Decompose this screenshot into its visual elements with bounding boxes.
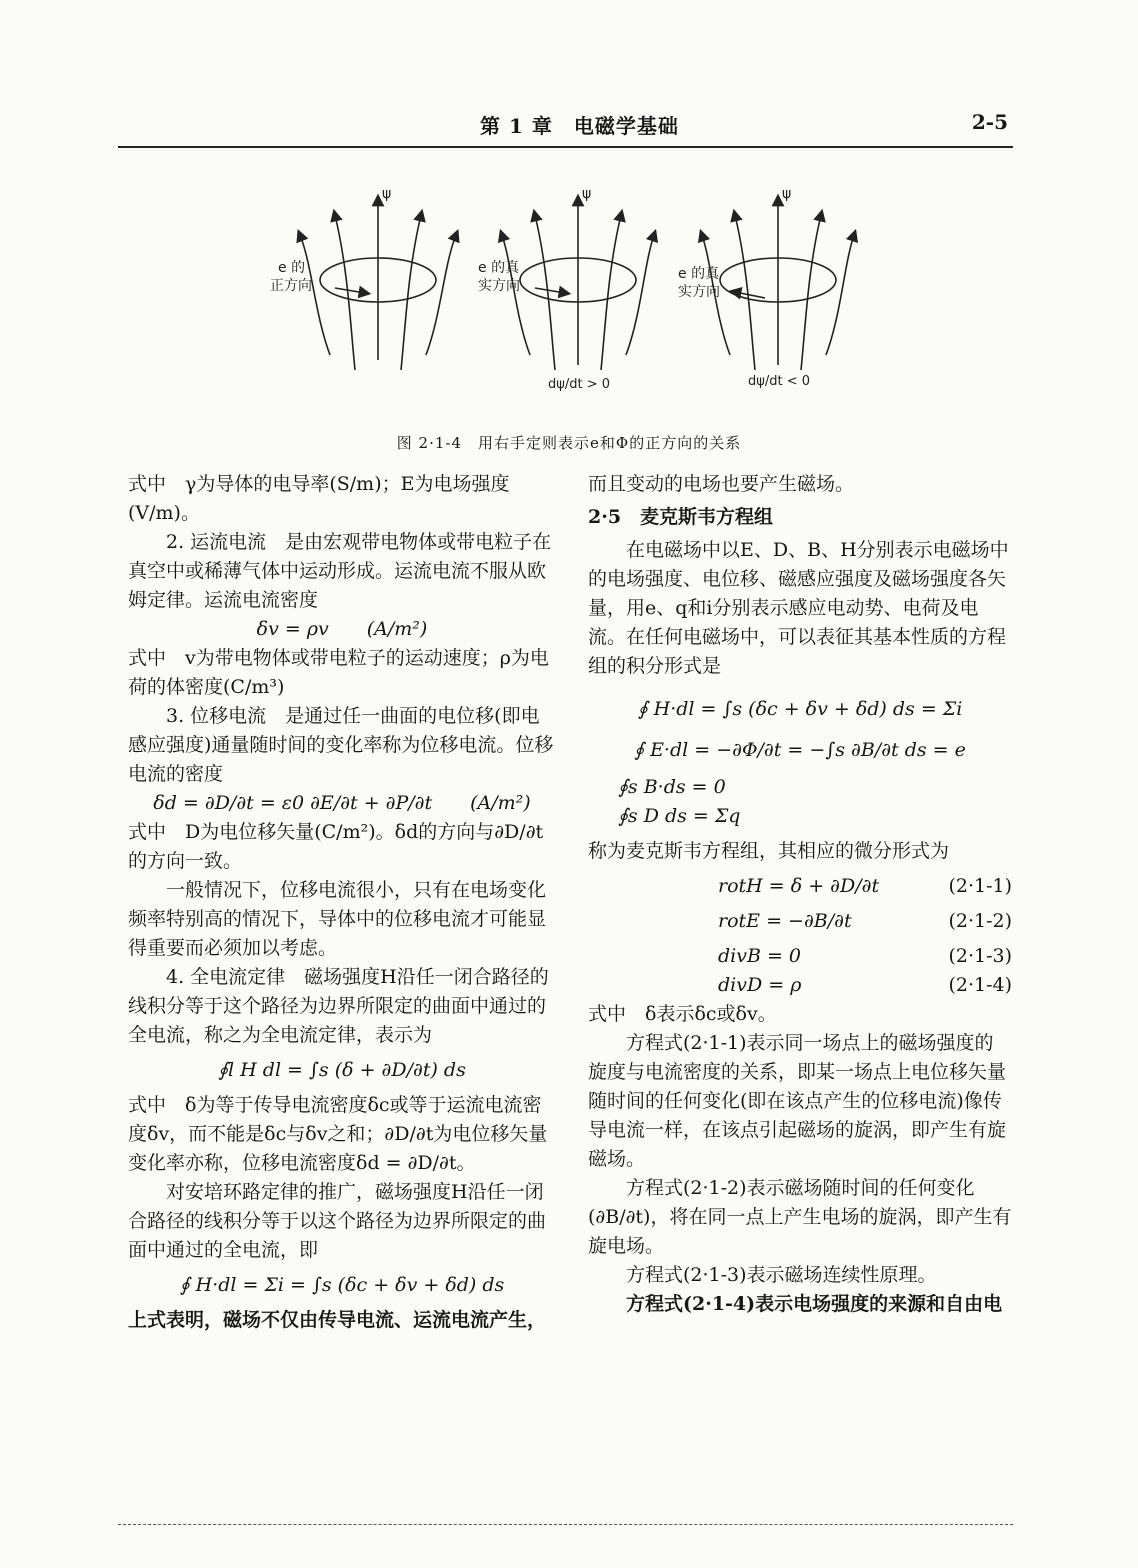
flux-label-2: ψ (582, 186, 592, 202)
flux-loop-3 (702, 200, 854, 370)
right-para-6: 方程式(2·1-2)表示磁场随时间的任何变化(∂B/∂t)，将在同一点上产生电场的旋涡，即产生有旋电场。 (588, 1177, 1012, 1257)
flux-label-1: ψ (382, 186, 392, 202)
left-para-7: 4. 全电流定律 磁场强度H沿任一闭合路径的线积分等于这个路径为边界所限定的曲面中通过的全电流，称之为全电流定律，表示为 (128, 966, 549, 1046)
maxwell-diff-1-expr: rotH = δ + ∂D/∂t (718, 875, 880, 897)
page-header (130, 110, 1010, 140)
header-rule (118, 146, 1013, 148)
mid-derivative: dψ/dt > 0 (548, 377, 610, 392)
equation-convection-current: δv = ρv (A/m²) (256, 618, 428, 640)
left-para-5: 式中 D为电位移矢量(C/m²)。δd的方向与∂D/∂t的方向一致。 (128, 821, 544, 872)
flux-label-3: ψ (782, 186, 792, 202)
left-para-1: 式中 γ为导体的电导率(S/m)；E为电场强度(V/m)。 (128, 473, 510, 524)
chapter-title: 第 1 章 电磁学基础 (480, 114, 679, 138)
maxwell-integral-2: ∮ E·dl = −∂Φ/∂t = −∫s ∂B/∂t ds = e (634, 739, 966, 761)
footer-rule (118, 1524, 1013, 1525)
maxwell-diff-4-tag: (2·1-4) (948, 974, 1012, 996)
left-column (128, 470, 556, 1335)
maxwell-diff-2-expr: rotE = −∂B/∂t (718, 910, 852, 932)
right-para-7: 方程式(2·1-3)表示磁场连续性原理。 (626, 1264, 937, 1286)
right-derivative: dψ/dt < 0 (748, 374, 810, 389)
maxwell-diff-1 (588, 872, 1012, 901)
flux-loop-1 (300, 200, 456, 370)
left-para-6: 一般情况下，位移电流很小，只有在电场变化频率特别高的情况下，导体中的位移电流才可能显得重要而必须加以考虑。 (128, 879, 547, 959)
left-para-4: 3. 位移电流 是通过任一曲面的电位移(即电感应强度)通量随时间的变化率称为位移电流。位移电流的密度 (128, 705, 554, 785)
maxwell-diff-3-expr: divB = 0 (718, 945, 802, 967)
maxwell-diff-2 (588, 907, 1012, 936)
equation-displacement-current: δd = ∂D/∂t = ε0 ∂E/∂t + ∂P/∂t (A/m²) (153, 792, 531, 814)
maxwell-diff-1-tag: (2·1-1) (948, 875, 1012, 897)
left-para-3: 式中 v为带电物体或带电粒子的运动速度；ρ为电荷的体密度(C/m³) (128, 647, 549, 698)
flux-loop-2 (502, 200, 654, 370)
maxwell-diff-3 (588, 942, 1012, 971)
maxwell-diff-4-expr: divD = ρ (718, 974, 802, 996)
left-label-line1: e 的 (278, 260, 306, 276)
page-number: 2-5 (971, 110, 1008, 134)
right-label-line1: e 的真 (678, 266, 720, 282)
section-title: 2·5 麦克斯韦方程组 (588, 506, 774, 528)
left-para-10: 上式表明，磁场不仅由传导电流、运流电流产生， (128, 1309, 547, 1331)
maxwell-diff-2-tag: (2·1-2) (948, 910, 1012, 932)
maxwell-diff-4 (588, 971, 1012, 1000)
right-para-3: 称为麦克斯韦方程组，其相应的微分形式为 (588, 840, 950, 862)
right-para-2: 在电磁场中以E、D、B、H分别表示电磁场中的电场强度、电位移、磁感应强度及磁场强度各矢量，用e、q和i分别表示感应电动势、电荷及电流。在任何电磁场中，可以表征其基本性质的方程组的积分形式是 (588, 539, 1009, 677)
right-para-1: 而且变动的电场也要产生磁场。 (588, 473, 855, 495)
maxwell-integral-4: ∮s D ds = Σq (618, 805, 741, 827)
equation-total-current: ∮l H dl = ∫s (δ + ∂D/∂t) ds (218, 1059, 466, 1081)
mid-label-line1: e 的真 (478, 260, 520, 276)
right-label-line2: 实方向 (678, 284, 720, 300)
left-label-line2: 正方向 (270, 278, 312, 294)
equation-ampere-generalized: ∮ H·dl = Σi = ∫s (δc + δv + δd) ds (179, 1274, 505, 1296)
right-para-8: 方程式(2·1-4)表示电场强度的来源和自由电 (626, 1293, 1003, 1315)
maxwell-integral-3: ∮s B·ds = 0 (618, 776, 726, 798)
right-para-5: 方程式(2·1-1)表示同一场点上的磁场强度的旋度与电流密度的关系，即某一场点上电位移矢量随时间的任何变化(即在该点产生的位移电流)像传导电流一样，在该点引起磁场的旋涡，即产生有旋磁场。 (588, 1032, 1007, 1170)
maxwell-integral-1: ∮ H·dl = ∫s (δc + δv + δd) ds = Σi (637, 698, 963, 720)
left-para-8: 式中 δ为等于传导电流密度δc或等于运流电流密度δv，而不能是δc与δv之和；∂D/∂t为电位移矢量变化率亦称，位移电流密度δd = ∂D/∂t。 (128, 1094, 548, 1174)
left-para-9: 对安培环路定律的推广，磁场强度H沿任一闭合路径的线积分等于以这个路径为边界所限定的曲面中通过的全电流，即 (128, 1181, 547, 1261)
flux-loop-diagram (260, 180, 860, 410)
mid-label-line2: 实方向 (478, 278, 520, 294)
figure-caption: 图 2·1-4 用右手定则表示e和Φ的正方向的关系 (396, 434, 742, 452)
right-column (588, 470, 1012, 1319)
figure-2-1-4 (260, 180, 860, 410)
right-para-4: 式中 δ表示δc或δv。 (588, 1003, 777, 1025)
left-para-2: 2. 运流电流 是由宏观带电物体或带电粒子在真空中或稀薄气体中运动形成。运流电流不服从欧姆定律。运流电流密度 (128, 531, 552, 611)
maxwell-diff-3-tag: (2·1-3) (948, 945, 1012, 967)
